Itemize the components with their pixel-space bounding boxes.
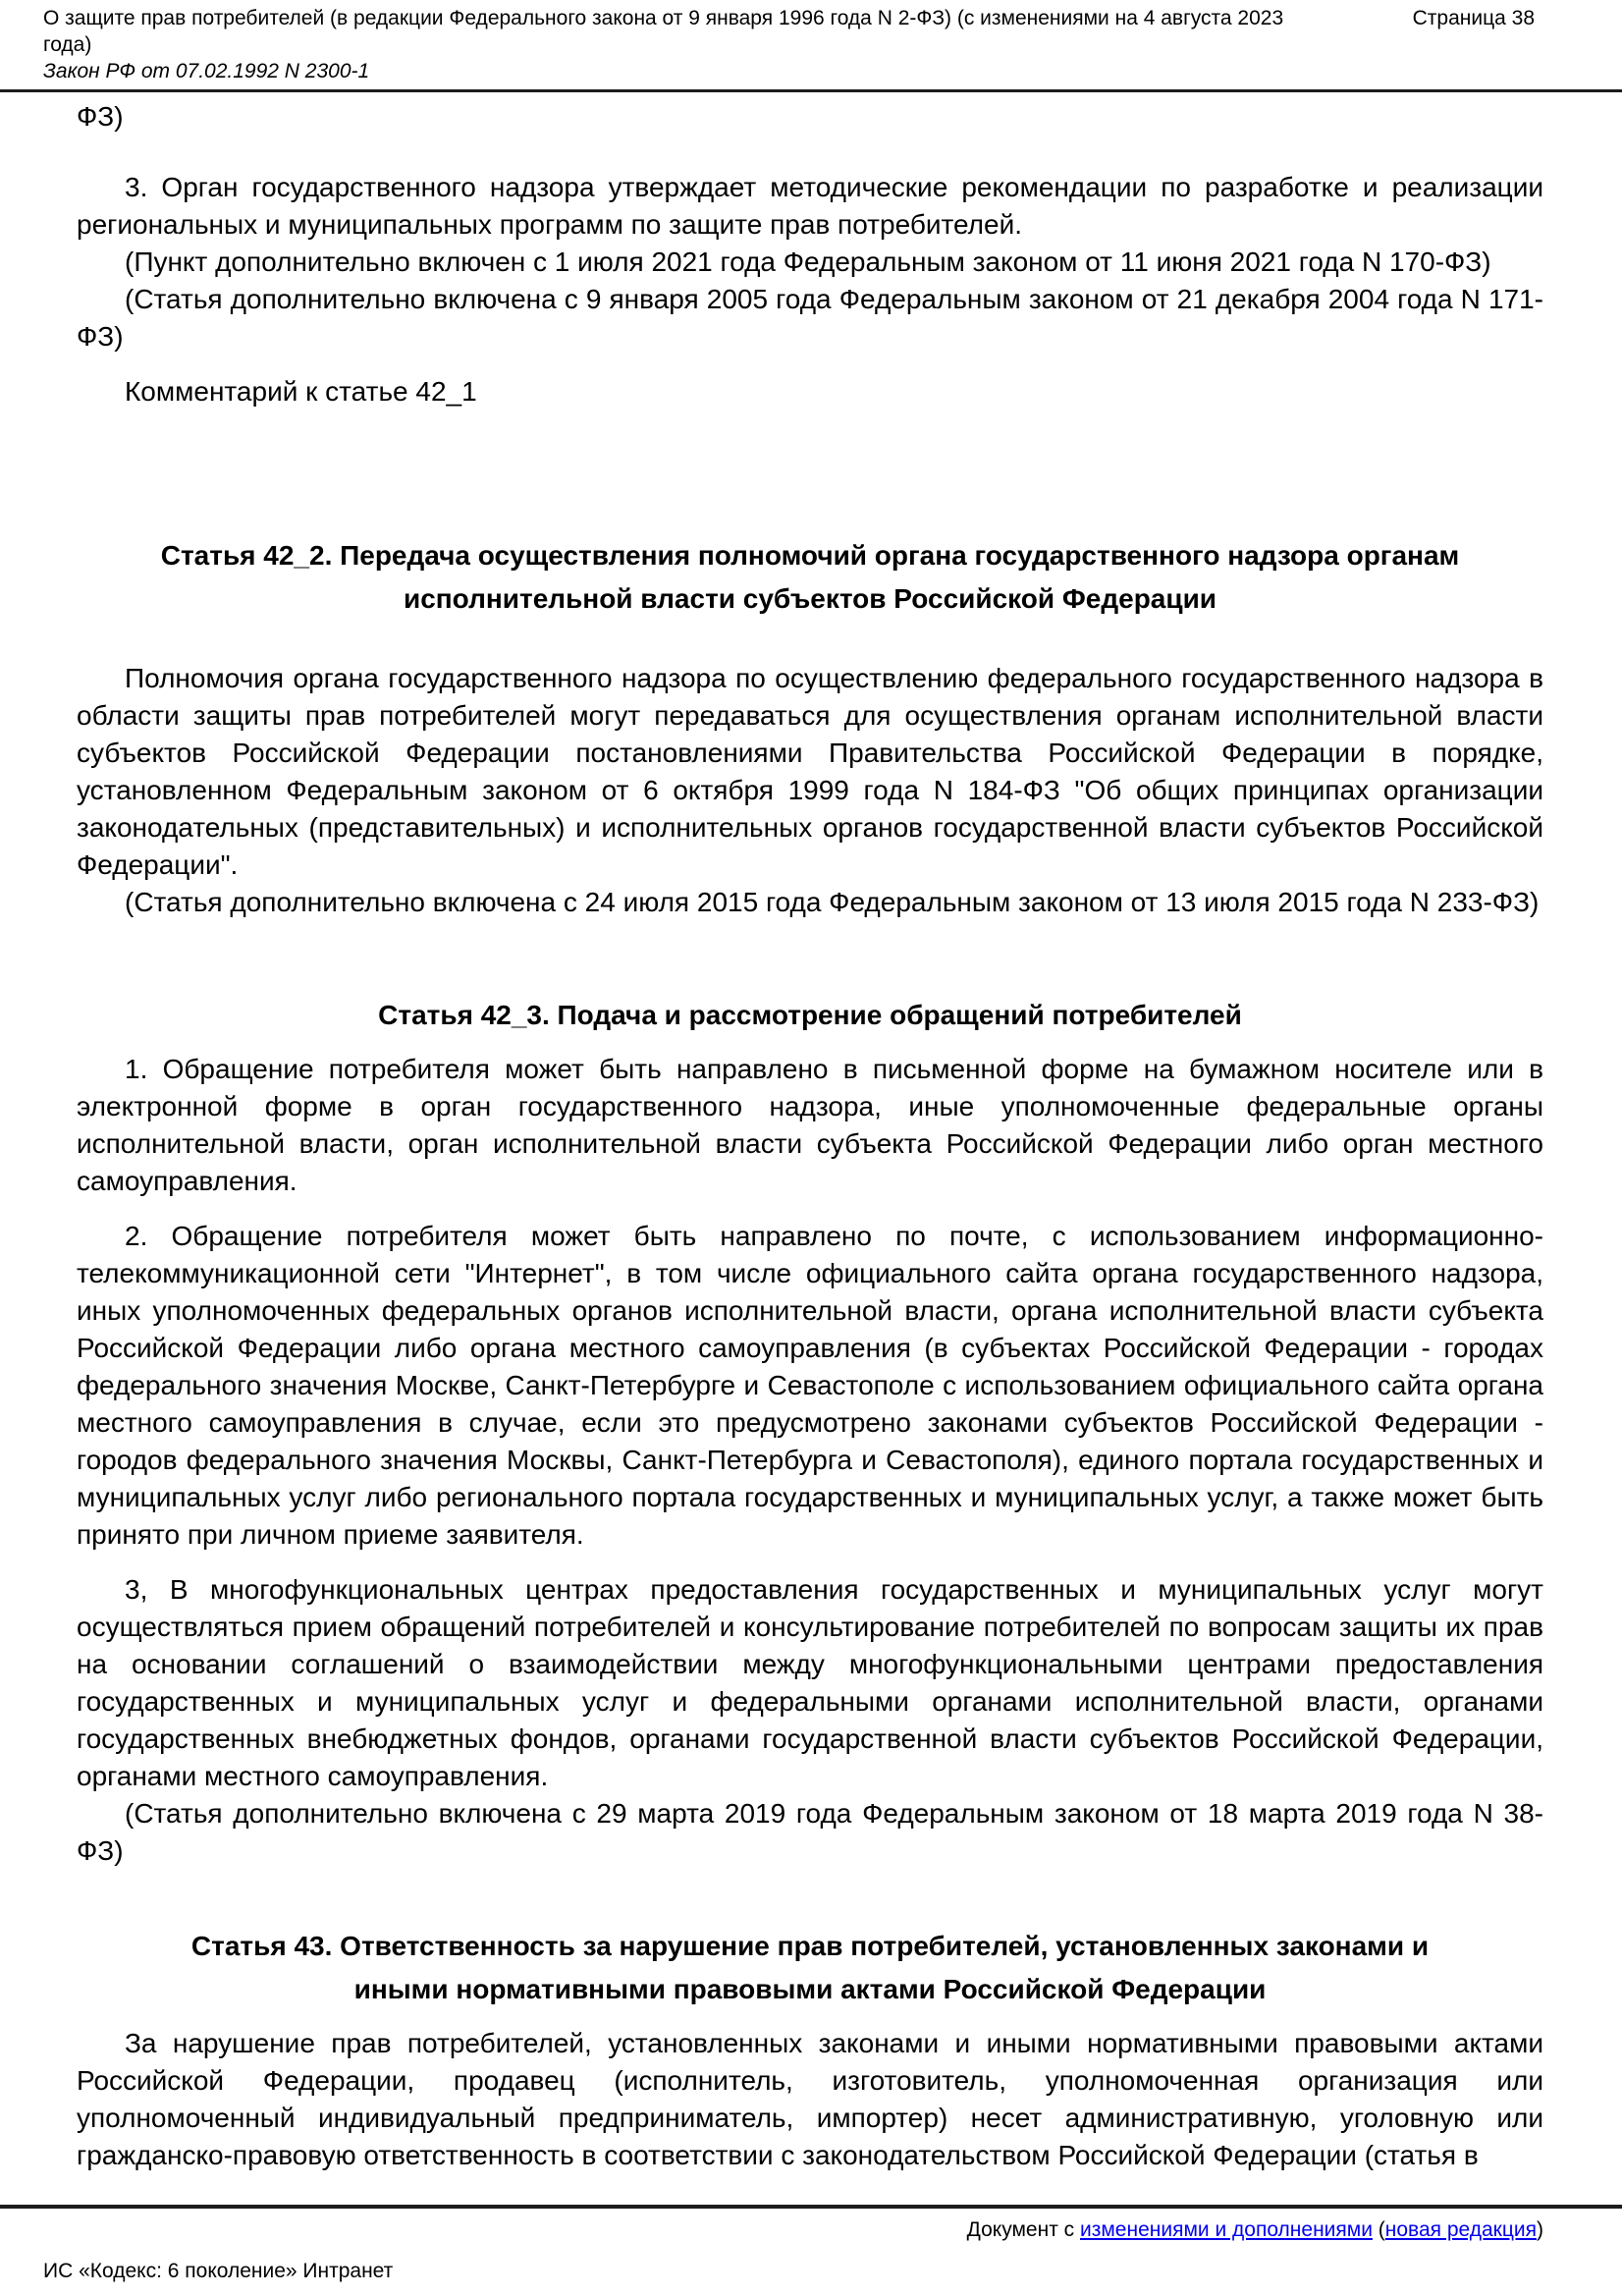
document-title: О защите прав потребителей (в редакции Федерального закона от 9 января 1996 года N 2-ФЗ) (с изменениями на 4 августа 2023 года) [43, 7, 1284, 56]
status-mid: ( [1372, 2218, 1385, 2241]
document-body [0, 92, 1622, 2174]
amendment-note: (Пункт дополнительно включен с 1 июля 2021 года Федеральным законом от 11 июня 2021 года N 170-ФЗ) [125, 246, 1491, 277]
changes-and-additions-link[interactable]: изменениями и дополнениями [1080, 2218, 1373, 2241]
article-heading-42-2: Статья 42_2. Передача осуществления полномочий органа государственного надзора органам исполнительной власти субъектов Российской Федерации [160, 540, 1460, 614]
document-status-line [0, 2209, 1622, 2243]
continuation-text: ФЗ) [77, 101, 124, 132]
article-heading-42-3: Статья 42_3. Подача и рассмотрение обращений потребителей [378, 1000, 1242, 1030]
page-footer [0, 2205, 1622, 2296]
article-heading-43: Статья 43. Ответственность за нарушение прав потребителей, установленных законами и иными нормативными правовыми актами Российской Федерации [190, 1931, 1430, 2004]
status-suffix: ) [1537, 2218, 1543, 2241]
article-paragraph: За нарушение прав потребителей, установленных законами и иными нормативными правовыми актами Российской Федерации, продавец (исполнитель, изготовитель, уполномоченная организация или уполномоченный индивидуальный предприниматель, импортер) несет административную, уголовную или гражданско-правовую ответственность в соответствии с законодательством Российской Федерации (статья в [77, 2028, 1543, 2170]
article-paragraph: 3. Орган государственного надзора утверждает методические рекомендации по разработке и реализации региональных и муниципальных программ по защите прав потребителей. [77, 172, 1543, 240]
page-header [0, 0, 1622, 84]
status-prefix: Документ с [966, 2218, 1080, 2241]
document-reference: Закон РФ от 07.02.1992 N 2300-1 [43, 60, 370, 82]
amendment-note: (Статья дополнительно включена с 24 июля 2015 года Федеральным законом от 13 июля 2015 года N 233-ФЗ) [125, 887, 1540, 917]
new-edition-link[interactable]: новая редакция [1384, 2218, 1537, 2241]
amendment-note: (Статья дополнительно включена с 9 января 2005 года Федеральным законом от 21 декабря 2004 года N 171-ФЗ) [77, 284, 1543, 352]
article-paragraph: 3, В многофункциональных центрах предоставления государственных и муниципальных услуг могут осуществляться прием обращений потребителей и консультирование потребителей по вопросам защиты их прав на основании соглашений о взаимодействии между многофункциональными центрами предоставления государственных и муниципальных услуг и федеральными органами исполнительной власти, органами государственных внебюджетных фондов, органами государственной власти субъектов Российской Федерации, органами местного самоуправления. [77, 1574, 1543, 1791]
page-number: Страница 38 [1412, 7, 1535, 29]
article-paragraph: Полномочия органа государственного надзора по осуществлению федерального государственного надзора в области защиты прав потребителей могут передаваться для осуществления органам исполнительной власти субъектов Российской Федерации постановлениями Правительства Российской Федерации в порядке, установленном Федеральным законом от 6 октября 1999 года N 184-ФЗ "Об общих принципах организации законодательных (представительных) и исполнительных органов государственной власти субъектов Российской Федерации". [77, 663, 1543, 880]
article-paragraph: 2. Обращение потребителя может быть направлено по почте, с использованием информационно-телекоммуникационной сети "Интернет", в том числе официального сайта органа государственного надзора, иных уполномоченных федеральных органов исполнительной власти, органа исполнительной власти субъекта Российской Федерации либо органа местного самоуправления (в субъектах Российской Федерации - городах федерального значения Москве, Санкт-Петербурге и Севастополе с использованием официального сайта органа местного самоуправления в случае, если это предусмотрено законами субъектов Российской Федерации - городов федерального значения Москвы, Санкт-Петербурга и Севастополя), единого портала государственных и муниципальных услуг либо регионального портала государственных и муниципальных услуг, а также может быть принято при личном приеме заявителя. [77, 1221, 1543, 1550]
amendment-note: (Статья дополнительно включена с 29 марта 2019 года Федеральным законом от 18 марта 2019 года N 38-ФЗ) [77, 1798, 1543, 1866]
system-label: ИС «Кодекс: 6 поколение» Интранет [43, 2260, 394, 2282]
comment-line: Комментарий к статье 42_1 [125, 376, 477, 407]
article-paragraph: 1. Обращение потребителя может быть направлено в письменной форме на бумажном носителе или в электронной форме в орган государственного надзора, иные уполномоченные федеральные органы исполнительной власти, орган исполнительной власти субъекта Российской Федерации либо орган местного самоуправления. [77, 1054, 1543, 1196]
header-title-row [43, 5, 1535, 58]
